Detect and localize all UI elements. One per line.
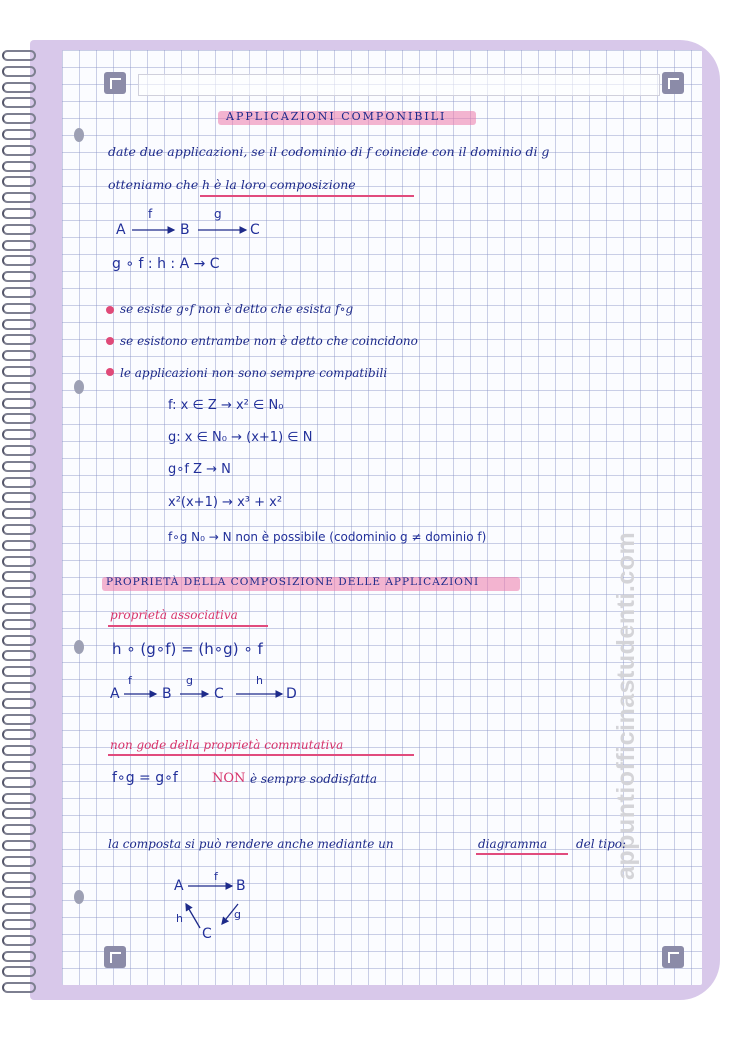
diagram-h-line bbox=[186, 904, 200, 928]
arrow1-c: C bbox=[250, 222, 260, 238]
associative-heading: proprietà associativa bbox=[110, 608, 238, 622]
diagram-g-line bbox=[222, 904, 238, 924]
arrow2-a: A bbox=[110, 686, 120, 702]
arrow2-h: h bbox=[256, 674, 263, 687]
arrow1-f: f bbox=[148, 207, 153, 221]
example-1: f: x ∈ Z → x² ∈ N₀ bbox=[168, 398, 284, 413]
example-3: g∘f Z → N bbox=[168, 462, 231, 477]
arrow1-g: g bbox=[214, 207, 222, 221]
page-title: APPLICAZIONI COMPONIBILI bbox=[226, 110, 447, 123]
arrow2-b: B bbox=[162, 686, 172, 702]
diagram-word: diagramma bbox=[478, 837, 548, 851]
commutative-non: NON bbox=[212, 771, 246, 786]
intro-line-2-prefix: otteniamo che bbox=[108, 177, 199, 192]
bullet-3: le applicazioni non sono sempre compatibili bbox=[120, 366, 388, 380]
diagram-g: g bbox=[234, 908, 241, 921]
example-4: x²(x+1) → x³ + x² bbox=[168, 495, 283, 510]
associative-formula: h ∘ (g∘f) = (h∘g) ∘ f bbox=[112, 640, 263, 658]
diagram-a: A bbox=[174, 878, 184, 894]
arrow1-a: A bbox=[116, 222, 126, 238]
diagram-h: h bbox=[176, 912, 183, 925]
watermark: appuntiofficinastudenti.com bbox=[612, 531, 640, 880]
diagram-c: C bbox=[202, 926, 212, 942]
bullet-2: se esistono entrambe non è detto che coincidono bbox=[120, 334, 418, 348]
example-2: g: x ∈ N₀ → (x+1) ∈ N bbox=[168, 430, 313, 445]
diagram-text-prefix: la composta si può rendere anche mediante un bbox=[108, 837, 394, 851]
diagram-f: f bbox=[214, 870, 218, 883]
commutative-suffix: è sempre soddisfatta bbox=[250, 772, 378, 786]
commutative-formula: f∘g = g∘f bbox=[112, 770, 178, 786]
intro-line-2-highlight: h è la loro composizione bbox=[202, 177, 356, 192]
bullet-1: se esiste g∘f non è detto che esista f∘g bbox=[120, 302, 354, 316]
commutative-heading: non gode della proprietà commutativa bbox=[110, 738, 344, 752]
composition-formula: g ∘ f : h : A → C bbox=[112, 256, 220, 272]
arrow2-d: D bbox=[286, 686, 297, 702]
section-title: PROPRIETÀ DELLA COMPOSIZIONE DELLE APPLICAZIONI bbox=[106, 576, 480, 588]
arrow2-c: C bbox=[214, 686, 224, 702]
diagram-text-suffix: del tipo: bbox=[576, 837, 627, 851]
arrow2-g: g bbox=[186, 674, 193, 687]
arrow2-f: f bbox=[128, 674, 132, 687]
diagram-b: B bbox=[236, 878, 246, 894]
arrow1-b: B bbox=[180, 222, 190, 238]
intro-line-1: date due applicazioni, se il codominio di f coincide con il dominio di g bbox=[108, 144, 550, 159]
example-5: f∘g N₀ → N non è possibile (codominio g ≠ dominio f) bbox=[168, 530, 487, 544]
